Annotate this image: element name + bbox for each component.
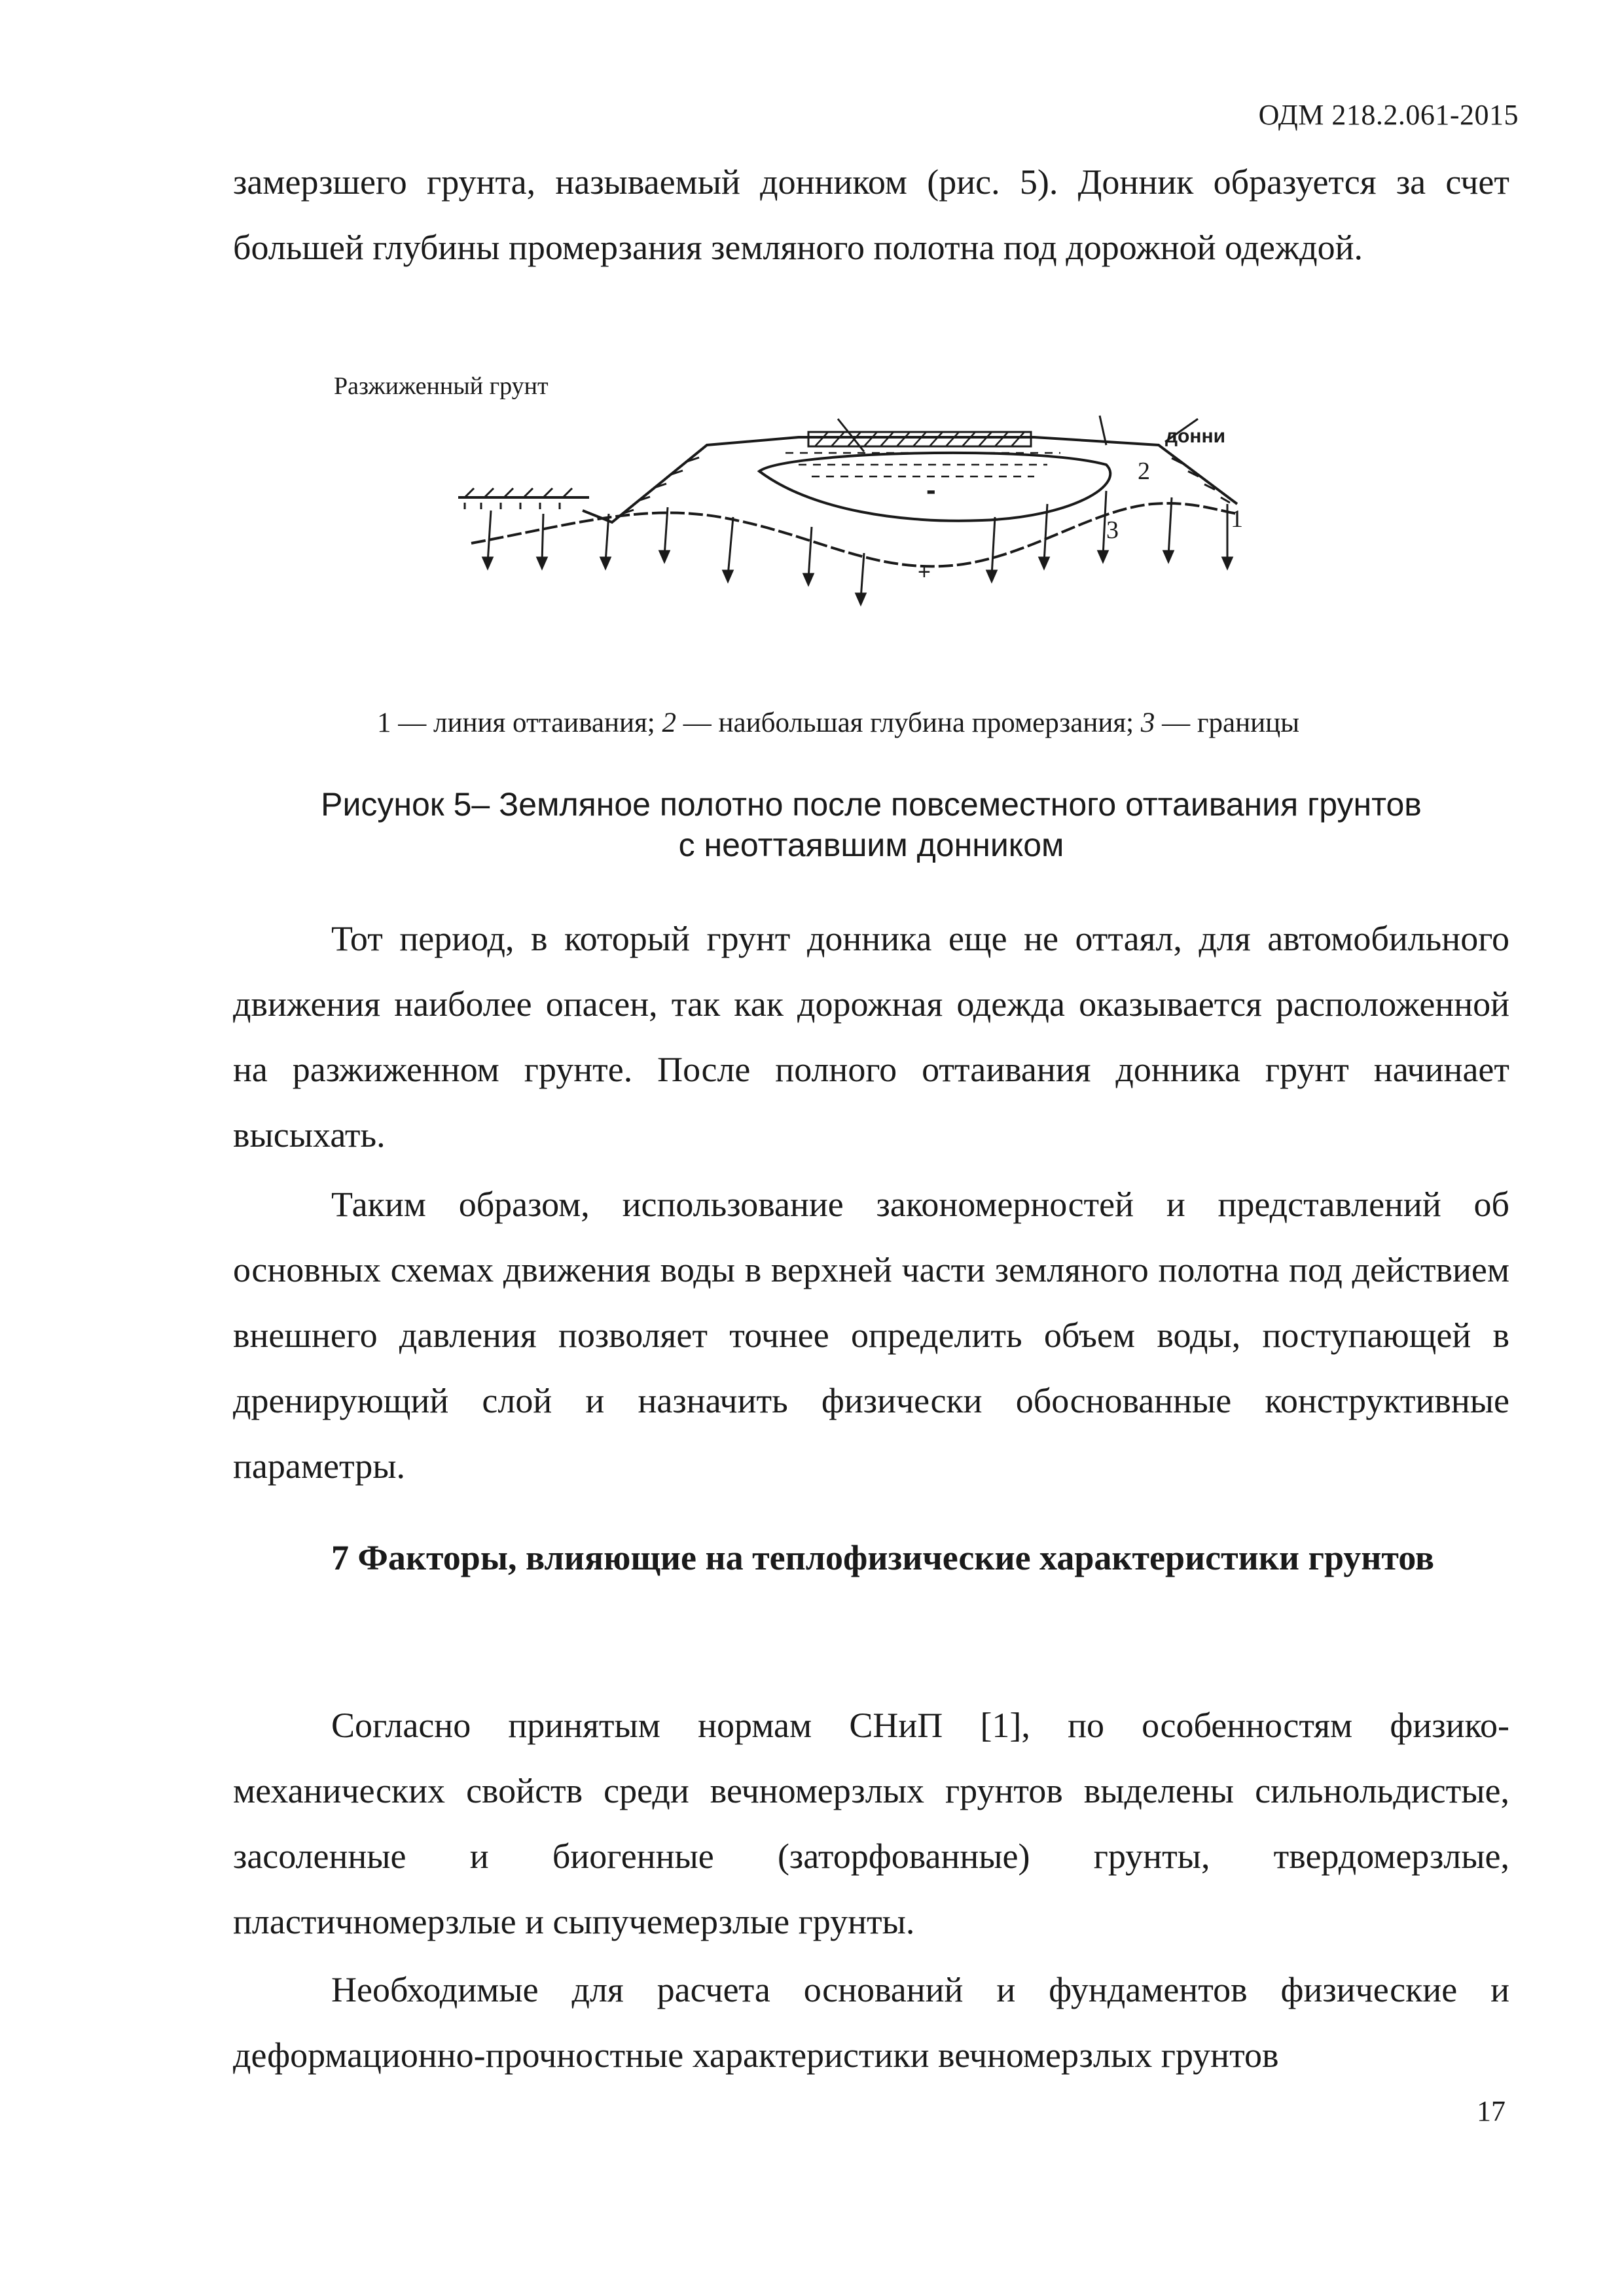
paragraph-required-characteristics: Необходимые для расчета оснований и фундаментов физические и деформационно-прочностные характеристики вечномерзлых грунтов — [233, 1970, 1509, 2075]
legend-number-3: 3 — [1140, 708, 1155, 738]
paragraph-conclusion: Таким образом, использование закономерностей и представлений об основных схемах движения воды в верхней части земляного полотна под действием внешнего давления позволяет точнее определить объем воды, поступающей в дренирующий слой и назначить физически обоснованные конструктивные параметры. — [233, 1185, 1509, 1486]
legend-number-2: 2 — [662, 708, 676, 738]
legend-number-1: 1 — [377, 708, 391, 738]
legend-text-2: — наибольшая глубина промерзания; — [676, 708, 1141, 738]
figure-label-donnik: донни — [1165, 425, 1226, 447]
figure-legend — [377, 707, 1299, 739]
figure-label-liquefied-soil: Разжиженный грунт — [334, 372, 549, 400]
figure-caption — [233, 784, 1509, 865]
figure-number-1: 1 — [1231, 505, 1243, 533]
figure-number-2: 2 — [1138, 457, 1150, 485]
paragraph-snip-norms: Согласно принятым нормам СНиП [1], по особенностям физико-механических свойств среди вечномерзлых грунтов выделены сильнольдистые, засоленные и биогенные (заторфованные) грунты, твердомерзлые, пластичномерзлые и сыпучемерзлые грунты. — [233, 1706, 1509, 1941]
paragraph-donnik-danger: Тот период, в который грунт донника еще не оттаял, для автомобильного движения наиболее опасен, так как дорожная одежда оказывается расположенной на разжиженном грунте. После полного оттаивания донника грунт начинает высыхать. — [233, 919, 1509, 1155]
legend-text-3: — границы — [1155, 708, 1300, 738]
section-heading-7: 7 Факторы, влияющие на теплофизические характеристики грунтов — [331, 1538, 1435, 1577]
figure-caption-line-1: Рисунок 5– Земляное полотно после повсеместного оттаивания грунтов — [321, 786, 1422, 823]
legend-text-1: — линия оттаивания; — [391, 708, 662, 738]
figure-minus-sign: - — [926, 474, 936, 506]
road-embankment-diagram — [445, 406, 1244, 615]
paragraph-donnik-intro: замерзшего грунта, называемый донником (рис. 5). Донник образуется за счет большей глубины промерзания земляного полотна под дорожной одеждой. — [233, 162, 1509, 267]
page-number: 17 — [1477, 2095, 1506, 2127]
figure-plus-sign: + — [918, 560, 931, 584]
figure-caption-line-2: с неоттаявшим донником — [678, 827, 1064, 863]
figure-number-3: 3 — [1106, 516, 1119, 544]
document-code-header: ОДМ 218.2.061-2015 — [1258, 99, 1519, 131]
